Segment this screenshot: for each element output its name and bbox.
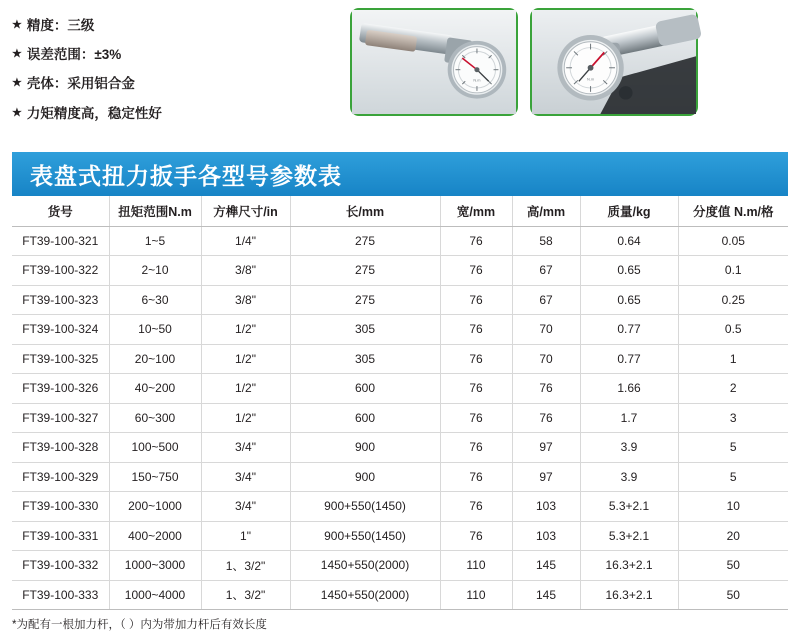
cell-part-number: FT39-100-324: [12, 315, 109, 345]
cell-width: 110: [440, 580, 512, 610]
cell-length: 305: [290, 315, 440, 345]
table-body: [12, 226, 788, 610]
cell-graduation: 0.5: [678, 315, 788, 345]
cell-graduation: 10: [678, 492, 788, 522]
cell-height: 67: [512, 256, 580, 286]
cell-torque-range: 150~750: [109, 462, 201, 492]
cell-mass: 1.7: [580, 403, 678, 433]
cell-square-drive: 3/4": [201, 462, 290, 492]
cell-height: 97: [512, 462, 580, 492]
cell-height: 58: [512, 226, 580, 256]
svg-text:N.m: N.m: [473, 77, 481, 83]
cell-torque-range: 2~10: [109, 256, 201, 286]
cell-length: 900+550(1450): [290, 521, 440, 551]
column-header-width: 宽/mm: [440, 196, 512, 226]
cell-mass: 3.9: [580, 433, 678, 463]
dial-wrench-illustration-2: [532, 10, 696, 114]
cell-part-number: FT39-100-329: [12, 462, 109, 492]
column-header-square-drive: 方榫尺寸/in: [201, 196, 290, 226]
cell-mass: 5.3+2.1: [580, 492, 678, 522]
cell-square-drive: 3/8": [201, 256, 290, 286]
cell-length: 1450+550(2000): [290, 551, 440, 581]
cell-height: 76: [512, 374, 580, 404]
cell-graduation: 5: [678, 433, 788, 463]
cell-torque-range: 400~2000: [109, 521, 201, 551]
table-row: [12, 226, 788, 256]
star-icon: ★: [12, 48, 22, 61]
cell-height: 145: [512, 551, 580, 581]
cell-mass: 3.9: [580, 462, 678, 492]
column-header-height: 高/mm: [512, 196, 580, 226]
cell-square-drive: 1": [201, 521, 290, 551]
cell-graduation: 20: [678, 521, 788, 551]
cell-width: 110: [440, 551, 512, 581]
cell-torque-range: 40~200: [109, 374, 201, 404]
cell-square-drive: 1/2": [201, 315, 290, 345]
cell-graduation: 0.1: [678, 256, 788, 286]
cell-part-number: FT39-100-332: [12, 551, 109, 581]
cell-width: 76: [440, 226, 512, 256]
column-header-torque-range: 扭矩范围N.m: [109, 196, 201, 226]
cell-mass: 16.3+2.1: [580, 551, 678, 581]
cell-torque-range: 1000~4000: [109, 580, 201, 610]
cell-part-number: FT39-100-326: [12, 374, 109, 404]
cell-square-drive: 1、3/2": [201, 580, 290, 610]
cell-part-number: FT39-100-325: [12, 344, 109, 374]
cell-graduation: 1: [678, 344, 788, 374]
cell-square-drive: 3/4": [201, 492, 290, 522]
star-icon: ★: [12, 106, 22, 119]
cell-graduation: 2: [678, 374, 788, 404]
cell-mass: 0.77: [580, 315, 678, 345]
table-footnote: *为配有一根加力杆，（ ）内为带加力杆后有效长度: [12, 619, 267, 631]
cell-length: 1450+550(2000): [290, 580, 440, 610]
cell-torque-range: 20~100: [109, 344, 201, 374]
cell-torque-range: 10~50: [109, 315, 201, 345]
cell-mass: 0.65: [580, 285, 678, 315]
product-photo-1: [350, 8, 518, 116]
cell-square-drive: 1/4": [201, 226, 290, 256]
cell-square-drive: 3/4": [201, 433, 290, 463]
cell-width: 76: [440, 315, 512, 345]
cell-height: 67: [512, 285, 580, 315]
cell-part-number: FT39-100-321: [12, 226, 109, 256]
star-icon: ★: [12, 19, 22, 31]
cell-graduation: 3: [678, 403, 788, 433]
section-title-bar: [12, 152, 788, 196]
cell-square-drive: 1/2": [201, 403, 290, 433]
cell-torque-range: 100~500: [109, 433, 201, 463]
spec-table: [12, 196, 788, 610]
table-row: [12, 551, 788, 581]
table-row: [12, 580, 788, 610]
column-header-mass: 质量/kg: [580, 196, 678, 226]
cell-torque-range: 60~300: [109, 403, 201, 433]
cell-torque-range: 200~1000: [109, 492, 201, 522]
feature-item: [12, 18, 342, 34]
cell-part-number: FT39-100-322: [12, 256, 109, 286]
cell-mass: 5.3+2.1: [580, 521, 678, 551]
cell-torque-range: 1~5: [109, 226, 201, 256]
cell-length: 900: [290, 462, 440, 492]
cell-part-number: FT39-100-328: [12, 433, 109, 463]
feature-text: 误差范围：±3%: [26, 47, 122, 63]
cell-length: 275: [290, 226, 440, 256]
cell-square-drive: 3/8": [201, 285, 290, 315]
cell-height: 103: [512, 492, 580, 522]
top-section: [0, 0, 800, 140]
star-icon: ★: [12, 77, 22, 90]
table-row: [12, 315, 788, 345]
cell-torque-range: 1000~3000: [109, 551, 201, 581]
cell-length: 900+550(1450): [290, 492, 440, 522]
cell-square-drive: 1/2": [201, 374, 290, 404]
cell-length: 275: [290, 285, 440, 315]
cell-height: 70: [512, 344, 580, 374]
cell-part-number: FT39-100-327: [12, 403, 109, 433]
table-row: [12, 403, 788, 433]
cell-graduation: 50: [678, 580, 788, 610]
table-row: [12, 256, 788, 286]
cell-mass: 0.64: [580, 226, 678, 256]
column-header-graduation: 分度值 N.m/格: [678, 196, 788, 226]
feature-item: [12, 47, 342, 63]
feature-item: [12, 76, 342, 92]
cell-mass: 16.3+2.1: [580, 580, 678, 610]
dial-wrench-illustration-1: [352, 10, 516, 114]
column-header-length: 长/mm: [290, 196, 440, 226]
cell-graduation: 0.05: [678, 226, 788, 256]
cell-graduation: 5: [678, 462, 788, 492]
cell-width: 76: [440, 433, 512, 463]
cell-mass: 1.66: [580, 374, 678, 404]
cell-height: 76: [512, 403, 580, 433]
cell-length: 600: [290, 403, 440, 433]
cell-width: 76: [440, 492, 512, 522]
cell-height: 103: [512, 521, 580, 551]
cell-width: 76: [440, 521, 512, 551]
cell-part-number: FT39-100-333: [12, 580, 109, 610]
table-row: [12, 433, 788, 463]
cell-length: 600: [290, 374, 440, 404]
cell-width: 76: [440, 344, 512, 374]
cell-width: 76: [440, 285, 512, 315]
table-header-row: [12, 196, 788, 226]
cell-part-number: FT39-100-330: [12, 492, 109, 522]
cell-length: 900: [290, 433, 440, 463]
photo-gallery: [350, 8, 698, 116]
cell-width: 76: [440, 374, 512, 404]
feature-text: 力矩精度高，稳定性好: [26, 105, 162, 121]
cell-height: 97: [512, 433, 580, 463]
cell-height: 70: [512, 315, 580, 345]
cell-mass: 0.77: [580, 344, 678, 374]
cell-square-drive: 1、3/2": [201, 551, 290, 581]
cell-part-number: FT39-100-331: [12, 521, 109, 551]
cell-square-drive: 1/2": [201, 344, 290, 374]
table-row: [12, 344, 788, 374]
page-title: 表盘式扭力扳手各型号参数表: [30, 162, 342, 189]
table-row: [12, 462, 788, 492]
svg-text:N.m: N.m: [587, 76, 595, 82]
table-row: [12, 285, 788, 315]
feature-text: 壳体：采用铝合金: [26, 76, 135, 92]
feature-item: [12, 106, 342, 122]
cell-width: 76: [440, 462, 512, 492]
table-head: [12, 196, 788, 226]
cell-length: 275: [290, 256, 440, 286]
cell-length: 305: [290, 344, 440, 374]
feature-text: 精度：三级: [26, 18, 95, 33]
cell-mass: 0.65: [580, 256, 678, 286]
feature-list: [12, 8, 342, 135]
table-row: [12, 374, 788, 404]
product-photo-2: [530, 8, 698, 116]
table-row: [12, 521, 788, 551]
cell-graduation: 0.25: [678, 285, 788, 315]
table-row: [12, 492, 788, 522]
cell-graduation: 50: [678, 551, 788, 581]
cell-part-number: FT39-100-323: [12, 285, 109, 315]
cell-torque-range: 6~30: [109, 285, 201, 315]
cell-width: 76: [440, 403, 512, 433]
cell-height: 145: [512, 580, 580, 610]
cell-width: 76: [440, 256, 512, 286]
column-header-part-number: 货号: [12, 196, 109, 226]
